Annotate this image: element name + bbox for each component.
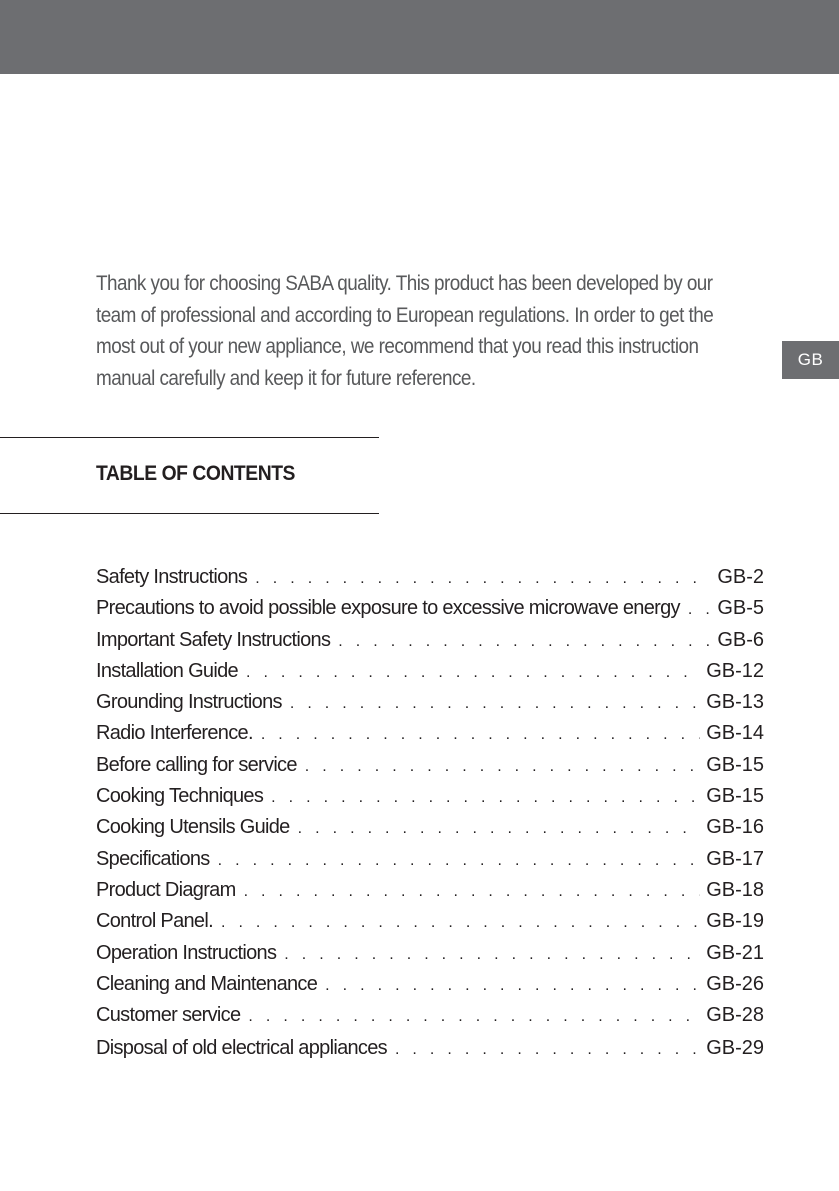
toc-entry-page: GB-15 xyxy=(706,785,764,808)
toc-entry-label: Customer service xyxy=(96,1004,241,1027)
toc-entry-page: GB-16 xyxy=(706,816,764,839)
toc-entry-page: GB-6 xyxy=(717,628,764,651)
toc-leader-dots xyxy=(325,977,700,995)
toc-entry-page: GB-28 xyxy=(706,1004,764,1027)
table-of-contents xyxy=(96,566,764,1069)
toc-leader-dots xyxy=(244,883,701,901)
toc-leader-dots xyxy=(218,852,701,870)
toc-entry-page: GB-5 xyxy=(717,597,764,620)
toc-entry-label: Precautions to avoid possible exposure to excessive microwave energy xyxy=(96,597,680,620)
toc-entry[interactable] xyxy=(96,785,764,816)
toc-entry-page: GB-29 xyxy=(706,1037,764,1060)
toc-leader-dots xyxy=(338,633,711,651)
toc-entry-label: Operation Instructions xyxy=(96,941,277,964)
language-tab: GB xyxy=(782,341,839,379)
toc-leader-dots xyxy=(395,1041,700,1059)
toc-entry-label: Specifications xyxy=(96,847,210,870)
intro-paragraph: Thank you for choosing SABA quality. This product has been developed by our team of professional and according to European regulations. In order to get the most out of your new appliance, we recommend that you read this instruction manual carefully and keep it for future reference. xyxy=(96,272,714,390)
toc-leader-dots xyxy=(298,820,701,838)
toc-entry[interactable] xyxy=(96,1037,764,1068)
toc-leader-dots xyxy=(248,1008,700,1026)
toc-entry[interactable] xyxy=(96,942,764,973)
toc-entry[interactable] xyxy=(96,973,764,1004)
toc-leader-dots xyxy=(255,570,711,588)
toc-rule-bottom xyxy=(0,513,379,514)
toc-leader-dots xyxy=(221,914,700,932)
toc-entry[interactable] xyxy=(96,754,764,785)
toc-entry-label: Cooking Utensils Guide xyxy=(96,816,290,839)
toc-entry-label: Control Panel. xyxy=(96,910,213,933)
toc-entry[interactable] xyxy=(96,722,764,753)
toc-entry-label: Cooking Techniques xyxy=(96,785,264,808)
toc-entry-label: Important Safety Instructions xyxy=(96,628,331,651)
toc-rule-top xyxy=(0,437,379,438)
toc-entry[interactable] xyxy=(96,597,764,628)
toc-entry-label: Cleaning and Maintenance xyxy=(96,972,318,995)
toc-leader-dots xyxy=(246,664,700,682)
toc-entry-page: GB-12 xyxy=(706,659,764,682)
toc-entry[interactable] xyxy=(96,910,764,941)
toc-leader-dots xyxy=(271,789,700,807)
toc-title: TABLE OF CONTENTS xyxy=(96,462,295,485)
toc-entry-page: GB-15 xyxy=(706,753,764,776)
toc-entry-label: Radio Interference. xyxy=(96,722,253,745)
toc-entry-page: GB-18 xyxy=(706,878,764,901)
toc-entry-page: GB-13 xyxy=(706,691,764,714)
toc-entry[interactable] xyxy=(96,848,764,879)
toc-leader-dots xyxy=(305,758,700,776)
toc-entry[interactable] xyxy=(96,1004,764,1035)
toc-leader-dots xyxy=(261,726,700,744)
toc-entry[interactable] xyxy=(96,629,764,660)
toc-entry[interactable] xyxy=(96,816,764,847)
toc-entry-page: GB-2 xyxy=(717,566,764,588)
toc-entry-page: GB-17 xyxy=(706,847,764,870)
toc-entry-label: Safety Instructions xyxy=(96,566,248,588)
toc-entry-page: GB-26 xyxy=(706,972,764,995)
toc-entry-label: Installation Guide xyxy=(96,659,238,682)
toc-entry[interactable] xyxy=(96,566,764,597)
toc-leader-dots xyxy=(284,946,700,964)
toc-entry-label: Before calling for service xyxy=(96,753,297,776)
header-band xyxy=(0,0,839,74)
toc-entry-label: Grounding Instructions xyxy=(96,691,282,714)
toc-entry[interactable] xyxy=(96,879,764,910)
toc-entry-page: GB-14 xyxy=(706,722,764,745)
toc-entry[interactable] xyxy=(96,691,764,722)
toc-entry-page: GB-19 xyxy=(706,910,764,933)
toc-entry[interactable] xyxy=(96,660,764,691)
toc-leader-dots xyxy=(290,695,700,713)
toc-entry-label: Product Diagram xyxy=(96,878,236,901)
toc-leader-dots xyxy=(688,601,711,619)
toc-entry-page: GB-21 xyxy=(706,941,764,964)
toc-entry-label: Disposal of old electrical appliances xyxy=(96,1037,387,1060)
